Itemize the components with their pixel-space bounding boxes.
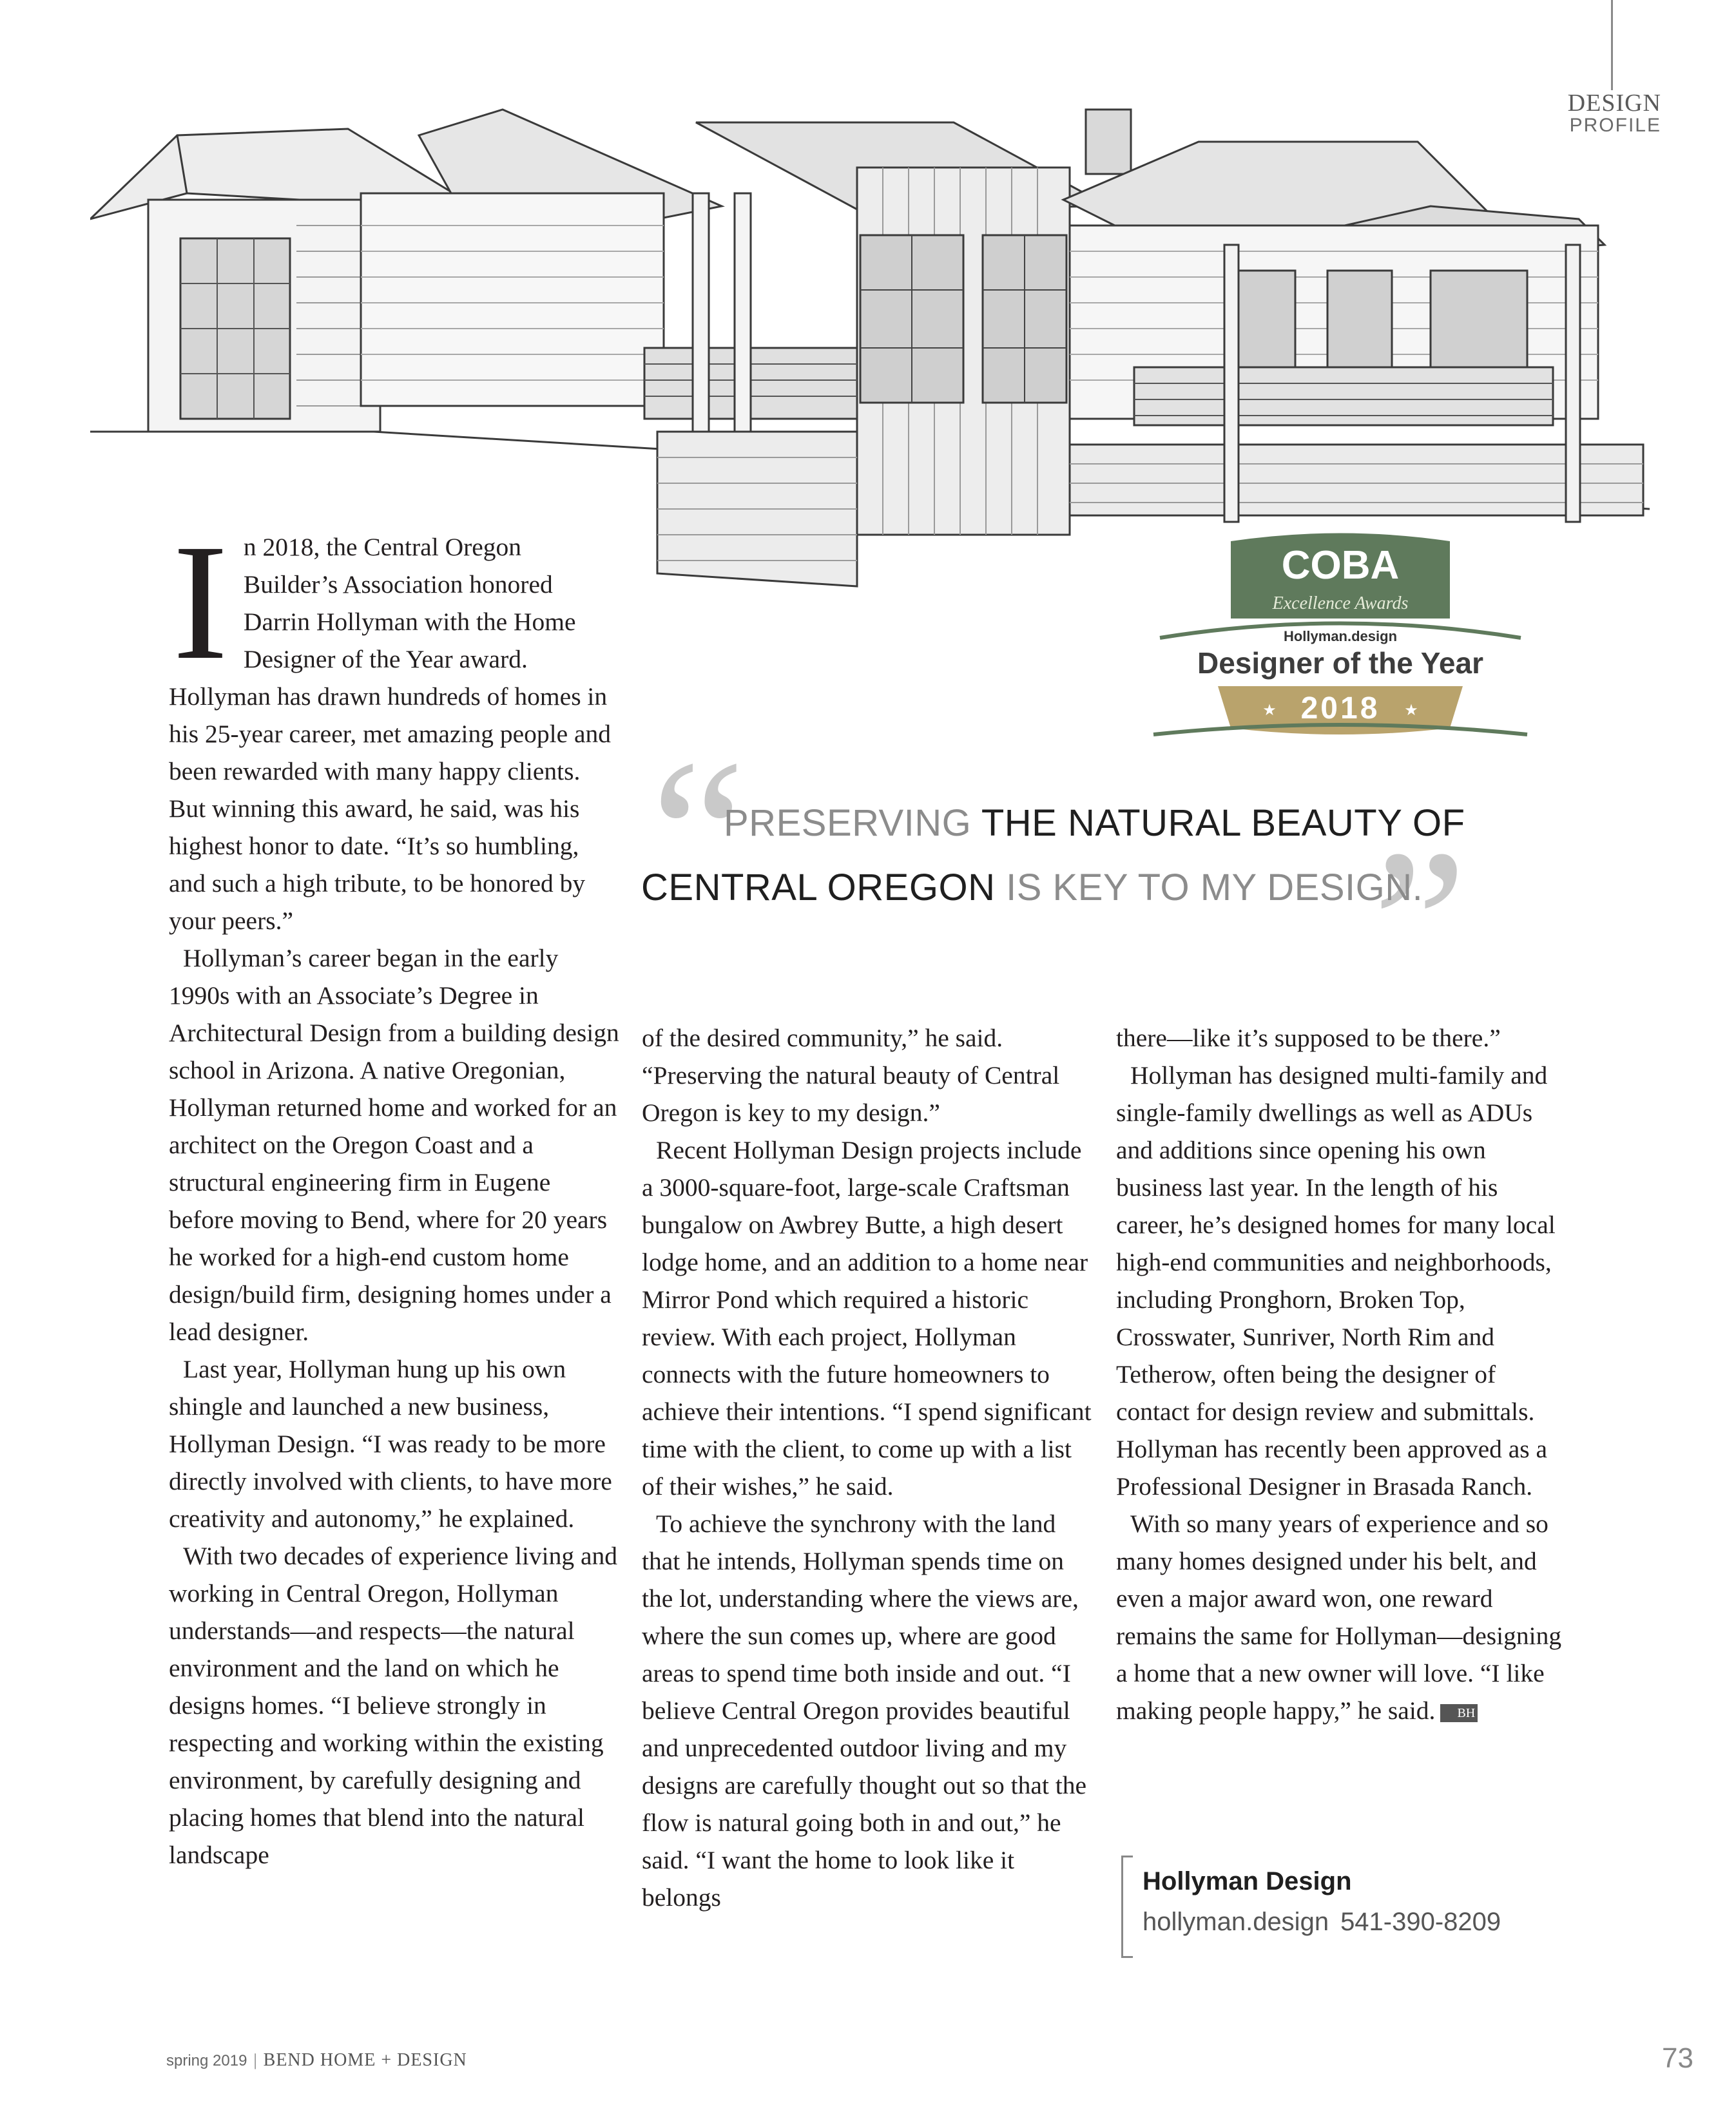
badge-title: Designer of the Year [1197,646,1483,680]
paragraph: Last year, Hollyman hung up his own shingle and launched a new business, Hollyman Design. “I was ready to be more directly involved with clients, to have more creativity and autonomy,” he explained. [169,1355,612,1533]
badge-company: Hollyman.design [1283,628,1398,644]
badge-star-right: ★ [1404,702,1418,719]
paragraph [169,510,620,939]
paragraph [1116,1505,1567,1729]
contact-name: Hollyman Design [1143,1867,1352,1895]
badge-star-left: ★ [1262,702,1277,719]
contact-info [1143,1908,1501,1937]
contact-bracket-bottom [1121,1956,1133,1958]
pull-quote [641,791,1530,920]
article-column-3 [1116,1019,1567,1729]
section-label: DESIGN [1567,90,1661,117]
footer-separator: | [253,2051,257,2069]
paragraph: Hollyman has designed multi-family and single-family dwellings as well as ADUs and additions since opening his own business last year. In the length of his career, he’s designed homes for many local high-end communities and neighborhoods, including Pronghorn, Broken Top, Crosswater, Sunriver, North Rim and Tetherow, often being the designer of contact for design review and submittals. Hollyman has recently been approved as a Professional Designer in Brasada Ranch. [1116,1061,1556,1501]
quote-part-3: CENTRAL OREGON [641,867,996,908]
quote-close-mark: ” [1373,807,1467,1042]
drop-cap: I [173,510,228,694]
quote-open-mark: “ [651,716,746,952]
paragraph: With two decades of experience living and working in Central Oregon, Hollyman understands—and respects—the natural environment and the land on which he designs homes. “I believe strongly in respecting and working within the existing environment, by carefully designing and placing homes that blend into the natural landscape [169,1542,618,1869]
section-sublabel: PROFILE [1569,115,1661,136]
badge-subtitle: Excellence Awards [1272,593,1409,613]
footer-season: spring 2019 [166,2052,247,2069]
article-column-2 [642,1019,1093,1916]
paragraph-text: With so many years of experience and so many homes designed under his belt, and even a major award won, one reward remains the same for Hollyman—designing a home that a new owner will love. “I like making people happy,” he said. [1116,1510,1562,1725]
contact-bracket-top [1121,1856,1133,1857]
badge-year: 2018 [1300,691,1380,725]
paragraph: Recent Hollyman Design projects include a 3000-square-foot, large-scale Craftsman bungalow on Awbrey Butte, a high desert lodge home, and an addition to a home near Mirror Pond which required a historic review. With each project, Hollyman connects with the future homeowners to achieve their intentions. “I spend significant time with the client, to come up with a list of their wishes,” he said. [642,1136,1092,1501]
coba-award-badge [1147,522,1534,767]
paragraph: Hollyman’s career began in the early 1990s with an Associate’s Degree in Architectural Design from a building design school in Arizona. A native Oregonian, Hollyman returned home and worked for an architect on the Oregon Coast and a structural engineering firm in Eugene before moving to Bend, where for 20 years he worked for a high-end custom home design/build firm, designing homes under a lead designer. [169,944,619,1346]
contact-box [1121,1856,1501,1957]
quote-part-2: THE NATURAL BEAUTY OF [981,802,1465,844]
header-rule [1611,0,1613,90]
footer [166,2050,467,2071]
page-number: 73 [1662,2042,1693,2074]
contact-phone: 541-390-8209 [1340,1908,1501,1936]
badge-org: COBA [1281,543,1400,588]
end-mark-icon: BH [1440,1704,1478,1722]
quote-part-4: IS KEY TO MY DESIGN. [1006,867,1423,908]
footer-magazine: BEND HOME + DESIGN [263,2050,467,2070]
paragraph: To achieve the synchrony with the land that he intends, Hollyman spends time on the lot, understanding where the views are, where the sun comes up, where are good areas to spend time both inside and out. “I believe Central Oregon provides beautiful and unprecedented outdoor living and my designs are carefully thought out so that the flow is natural going both in and out,” he said. “I want the home to look like it belongs [642,1510,1086,1912]
paragraph: there—like it’s supposed to be there.” [1116,1024,1501,1052]
article-column-1 [169,510,620,1874]
quote-part-1: PRESERVING [724,802,972,844]
contact-website-link[interactable]: hollyman.design [1143,1908,1329,1936]
paragraph-text: n 2018, the Central Oregon Builder’s Association honored Darrin Hollyman with the Home Designer of the Year award. Hollyman has drawn hundreds of homes in his 25-year career, met amazing people and been rewarded with many happy clients. But winning this award, he said, was his highest honor to date. “It’s so humbling, and such a high tribute, to be honored by your peers.” [169,533,612,935]
paragraph: of the desired community,” he said. “Preserving the natural beauty of Central Oregon is key to my design.” [642,1024,1060,1127]
